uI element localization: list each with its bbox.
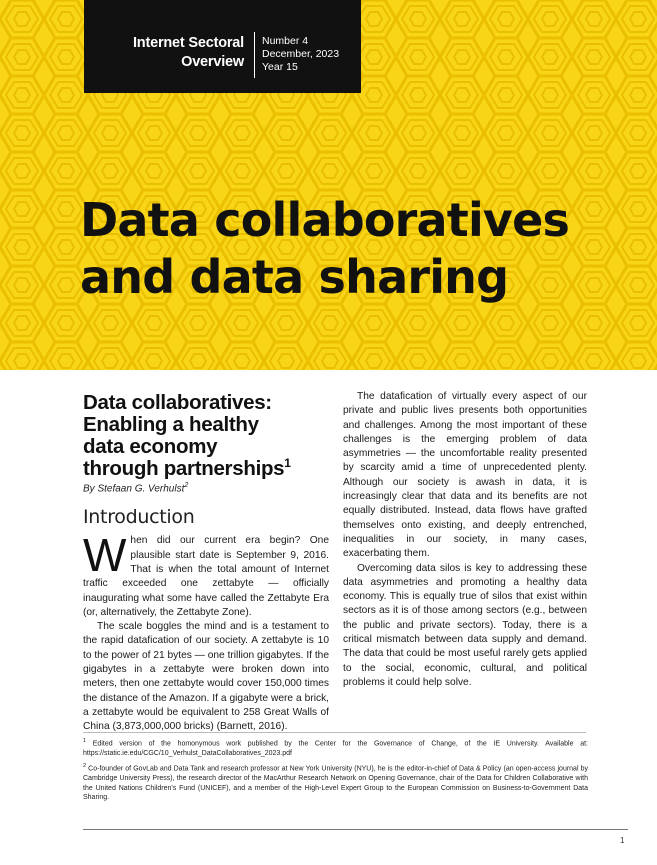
article-title-line: through partnerships xyxy=(83,457,285,480)
footnote-mark: 2 xyxy=(83,763,87,770)
footnote xyxy=(83,762,588,802)
issue-info xyxy=(262,35,339,74)
footnote-text: Edited version of the homonymous work published by the Center for the Governance of Change, of the IE University. Available at: https://static.ie.edu/CGC/10_Verhulst_DataCollaboratives_2023.pdf xyxy=(83,740,588,757)
drop-cap: W xyxy=(83,529,127,582)
cover-band xyxy=(0,0,657,370)
masthead-divider xyxy=(254,32,255,78)
paragraph: The scale boggles the mind and is a testament to the rapid datafication of our society. A zettabyte is 10 to the power of 21 bytes — one trillion gigabytes. If the gigabytes in a zettabyte were broken down into meters, then one zettabyte would cover 150,000 times the distance of the Amazon. If a gigabyte were a brick, a zettabyte would be equivalent to 258 Great Walls of China (3,873,000,000 bricks) (Barnett, 2016). xyxy=(83,621,329,733)
paragraph: Overcoming data silos is key to addressing these data asymmetries and promoting a healthy data economy. This is equally true of silos that exist within sectors as it is of those among sectors (e.g., between the public and private sectors). Today, there is a critical mismatch between data supply and demand. The data that could be most useful rarely gets applied to the social, economic, cultural, and political problems it could help solve. xyxy=(343,562,587,688)
footnote xyxy=(83,737,588,758)
byline xyxy=(83,482,329,494)
issue-number: Number 4 xyxy=(262,35,309,47)
issue-date: December, 2023 xyxy=(262,48,340,60)
publication-title-line: Internet Sectoral xyxy=(132,35,244,51)
publication-title xyxy=(133,34,244,72)
paragraph: The datafication of virtually every aspect of our private and public lives presents both opportunities and challenges. Among the most important of these challenges is the emerging problem of data asymmetries — the uncomfortable reality presented by scarcity amid a time of unprecedented plenty. Although our society is awash in data, it is increasingly clear that data and its benefits are not equally distributed. Instead, data flows have grafted themselves onto existing, and deeply entrenched, inequalities in our society, in many cases, exacerbating them. xyxy=(343,391,587,560)
page-number: 1 xyxy=(620,836,625,845)
footnotes xyxy=(83,737,588,807)
publication-title-line: Overview xyxy=(181,54,244,70)
page-divider xyxy=(83,829,628,830)
article-title-line: Data collaboratives: xyxy=(83,391,272,414)
cover-title-line: and data sharing xyxy=(80,250,509,304)
author: By Stefaan G. Verhulst xyxy=(83,483,185,495)
paragraph-text: hen did our current era begin? One plausible start date is September 9, 2016. That is when the total amount of Internet traffic exceeded one zettabyte — officially inaugurating what some have called the Zettabyte Era (or, alternatively, the Zettabyte Zone). xyxy=(83,535,329,618)
right-column xyxy=(343,390,587,690)
cover-title xyxy=(80,192,640,306)
cover-title-line: Data collaboratives xyxy=(80,193,570,247)
left-column xyxy=(83,392,329,734)
footnote-divider xyxy=(83,732,586,733)
footnote-ref[interactable]: 2 xyxy=(184,482,189,489)
paragraph xyxy=(83,529,329,620)
masthead xyxy=(84,0,361,93)
article-title-line: Enabling a healthy xyxy=(83,413,259,436)
article-title xyxy=(83,392,329,480)
footnote-text: Co-founder of GovLab and Data Tank and research professor at New York University (NYU), he is the editor-in-chief of Data & Policy (an open-access journal by Cambridge University Press), the research director of the MacArthur Research Network on Opening Governance, chair of the Data for Children Collaborative with the United Nations Children's Fund (UNICEF), and a member of the High-Level Expert Group to the European Commission on Business-to-Government Data Sharing. xyxy=(83,765,588,802)
section-heading: Introduction xyxy=(83,506,195,529)
issue-year: Year 15 xyxy=(262,61,298,73)
article-title-line: data economy xyxy=(83,435,218,458)
footnote-ref[interactable]: 1 xyxy=(284,456,291,471)
footnote-mark: 1 xyxy=(83,738,87,744)
